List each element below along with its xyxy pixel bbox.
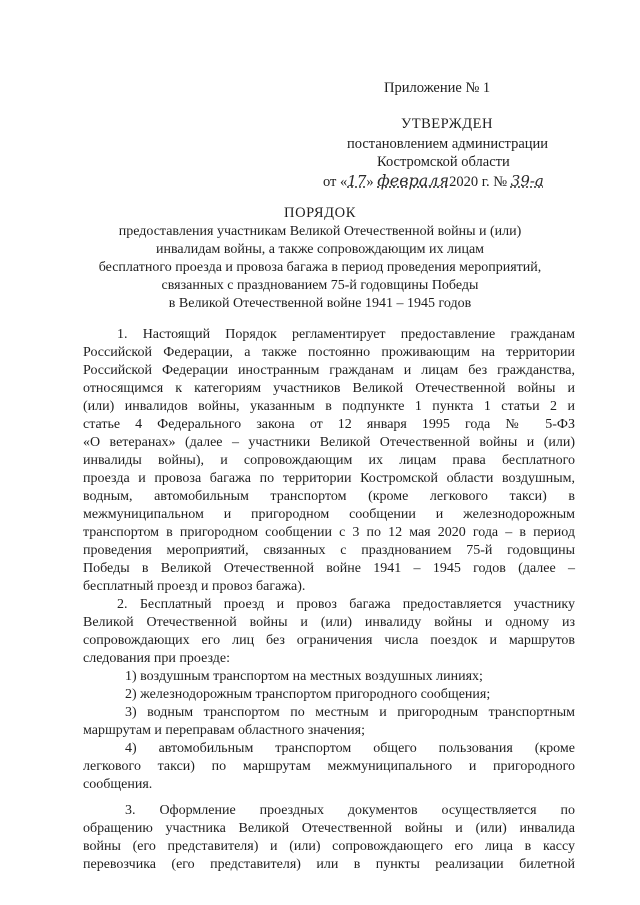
list-item: 1) воздушным транспортом на местных воздушных линиях;: [125, 669, 483, 684]
date-prefix: от «: [323, 174, 348, 190]
title-line: бесплатного проезда и провоза багажа в период проведения мероприятий,: [98, 260, 542, 275]
list-item-continued: легкового такси) по маршрутам межмуниципального и пригородного: [83, 759, 575, 774]
paragraph-line: Победы в Великой Отечественной войне 1941 – 1945 годов (далее –: [83, 561, 575, 576]
paragraph-line: межмуниципальном и пригородном сообщении и железнодорожным: [83, 507, 575, 522]
list-item: 2) железнодорожным транспортом пригородного сообщения;: [125, 687, 491, 702]
title-line: связанных с празднованием 75-й годовщины Победы: [161, 278, 479, 293]
paragraph-line: (или) инвалидов войны, указанным в подпункте 1 пункта 1 статьи 2 и: [83, 399, 575, 414]
paragraph-line: проезда и провоза багажа по территории Костромской области воздушным,: [83, 471, 575, 486]
paragraph-line: 2. Бесплатный проезд и провоз багажа предоставляется участнику: [117, 597, 575, 612]
list-item-continued: сообщения.: [83, 777, 153, 792]
list-item-continued: маршрутам и переправам областного значения;: [83, 723, 365, 738]
handwritten-number: 39-а: [510, 172, 544, 190]
handwritten-month: февраля: [377, 171, 450, 190]
title-line: в Великой Отечественной войне 1941 – 1945 годов: [168, 296, 472, 311]
list-item: 3) водным транспортом по местным и пригородным транспортным: [125, 705, 575, 720]
paragraph-line: бесплатный проезд и провоз багажа).: [83, 579, 306, 594]
list-item: 4) автомобильным транспортом общего пользования (кроме: [125, 741, 575, 756]
region-name: Костромской области: [377, 154, 510, 170]
paragraph-line: статье 4 Федерального закона от 12 января 1995 года № 5-ФЗ: [83, 417, 575, 432]
date-mid: »: [366, 174, 378, 190]
date-year: 2020 г. №: [449, 174, 511, 190]
decree-date: [323, 171, 544, 191]
paragraph-line: инвалиды войны), и сопровождающим их лицам права бесплатного: [83, 453, 575, 468]
paragraph-line: транспортом в пригородном сообщении с 3 по 12 мая 2020 года – в период: [83, 525, 575, 540]
appendix-label: Приложение № 1: [384, 80, 491, 96]
title-line: предоставления участникам Великой Отечественной войны и (или): [118, 224, 522, 239]
document-title: ПОРЯДОК: [284, 205, 356, 221]
approved-by: постановлением администрации: [347, 136, 549, 152]
paragraph-line: Российской Федерации, а также постоянно проживающим на территории: [83, 345, 575, 360]
paragraph-line: «О ветеранах» (далее – участники Великой Отечественной войны и (или): [83, 435, 575, 450]
paragraph-line: следования при проезде:: [83, 651, 230, 666]
paragraph-line: обращению участника Великой Отечественной войны и (или) инвалида: [83, 821, 575, 836]
paragraph-line: войны (его представителя) и (или) сопровождающего его лица в кассу: [83, 839, 575, 854]
paragraph-line: Российской Федерации иностранным гражданам и лицам без гражданства,: [83, 363, 575, 378]
title-line: инвалидам войны, а также сопровождающим их лицам: [155, 242, 485, 257]
approved-heading: УТВЕРЖДЕН: [401, 116, 493, 132]
paragraph-line: Великой Отечественной войны и (или) инвалиду войны и одному из: [83, 615, 575, 630]
paragraph-line: проведения мероприятий, связанных с празднованием 75-й годовщины: [83, 543, 575, 558]
paragraph-line: водным, автомобильным транспортом (кроме легкового такси) в: [83, 489, 575, 504]
paragraph-line: 3. Оформление проездных документов осуществляется по: [125, 803, 575, 818]
handwritten-day: 17: [347, 172, 367, 190]
paragraph-line: перевозчика (его представителя) или в пункты реализации билетной: [83, 857, 575, 872]
paragraph-line: 1. Настоящий Порядок регламентирует предоставление гражданам: [117, 327, 575, 342]
paragraph-line: сопровождающих его лиц без ограничения числа поездок и маршрутов: [83, 633, 575, 648]
paragraph-line: относящимся к категориям участников Великой Отечественной войны и: [83, 381, 575, 396]
